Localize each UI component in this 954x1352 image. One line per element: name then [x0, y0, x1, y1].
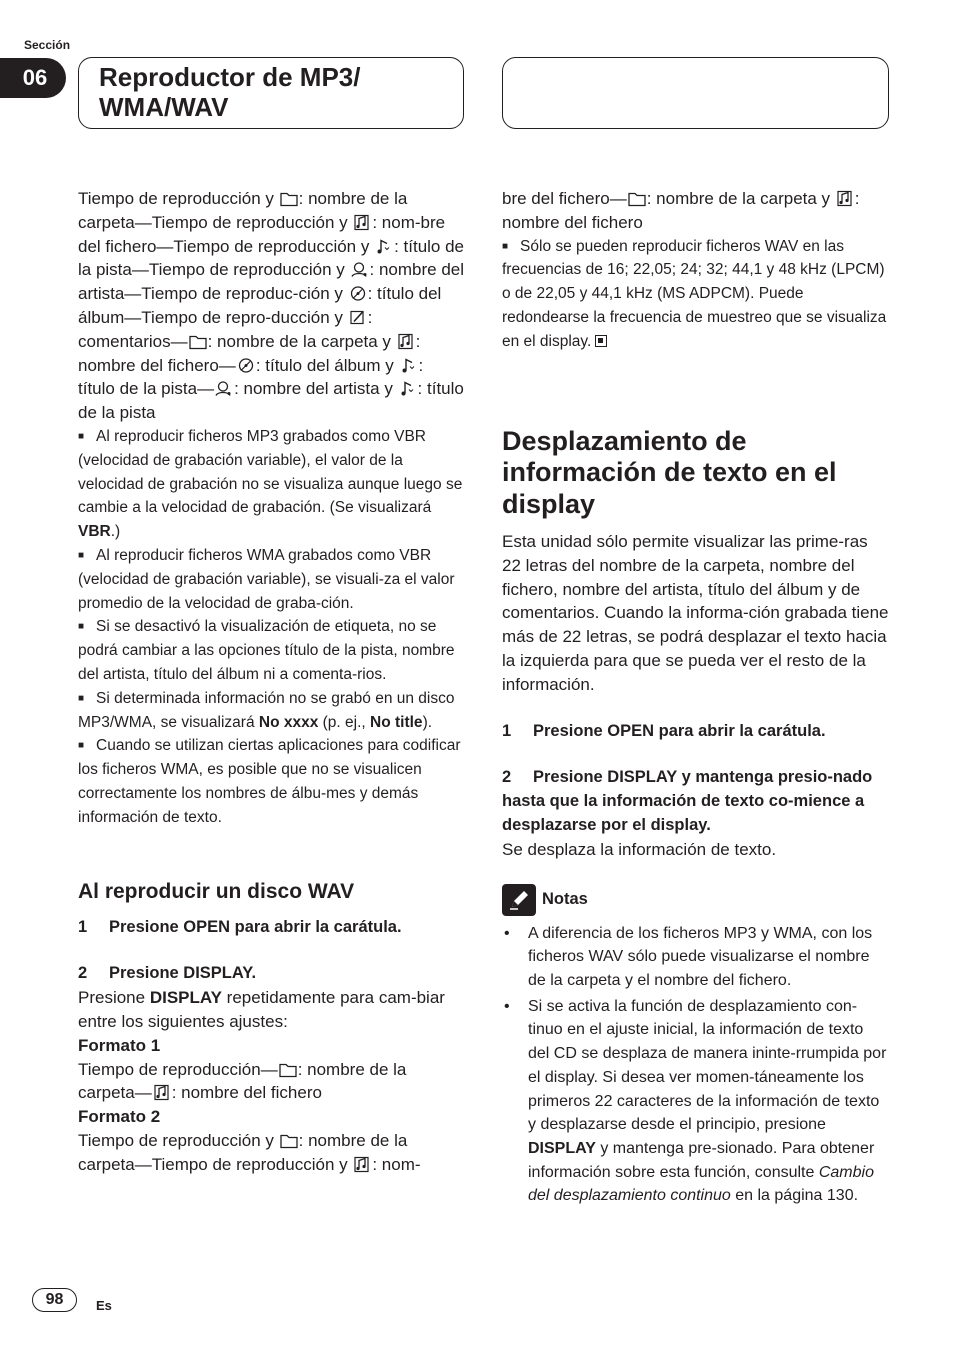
folder-icon	[189, 333, 207, 350]
track-title-icon	[399, 380, 417, 397]
section-number-badge: 06	[0, 58, 66, 98]
album-icon	[349, 285, 367, 302]
scroll-step-2-result: Se desplaza la información de texto.	[502, 839, 777, 859]
file-icon	[353, 214, 371, 231]
track-title-icon	[375, 238, 393, 255]
comment-icon	[349, 309, 367, 326]
folder-icon	[280, 190, 298, 207]
note-item: • A diferencia de los ficheros MP3 y WMA, con los ficheros WAV sólo puede visualizarse el nombre de la carpeta y el nombre del fichero.	[502, 922, 889, 993]
folder-icon	[279, 1061, 297, 1078]
wav-step-1: 1 Presione OPEN para abrir la carátula.	[78, 917, 402, 936]
language-code: Es	[96, 1298, 112, 1313]
format-2-label: Formato 2	[78, 1107, 161, 1127]
chapter-title	[78, 57, 464, 129]
display-sequence-paragraph: Tiempo de reproducción y : nombre de la carpeta—Tiempo de reproducción y : nom-bre del fichero—Tiempo de reproducción y : título de la pista—Tiempo de reproducción y : nombre del artista—Tiempo de reproduc-ción y : título del álbum—Tiempo de repro-ducción y : comentarios— : nombre de la carpeta y : nombre del fichero— : título del álbum y : título de la pista— : nombre del artista y : título de la pista	[78, 189, 465, 423]
wav-step-2: 2 Presione DISPLAY.	[78, 964, 257, 983]
note-mp3-vbr: ■ Al reproducir ficheros MP3 grabados como VBR (velocidad de grabación variable), el valor de la velocidad de grabación no se visualiza aunque luego se cambie a la velocidad de grabación. (Se visualizará VBR.)	[78, 425, 464, 544]
note-item: • Si se activa la función de desplazamiento con-tinuo en el ajuste inicial, la información de texto del CD se desplaza de manera ininte-rrumpida por el display. Si desea ver momen-táneamente los primeros 22 caracteres de la información de texto y desplazarse desde el principio, presione DISPLAY y mantenga pre-sionado. Para obtener información sobre esta función, consulte Cambio del desplazamiento continuo en la página 130.	[502, 995, 889, 1208]
header-empty-box	[502, 57, 889, 129]
wav-heading: Al reproducir un disco WAV	[78, 879, 355, 903]
scroll-step-1: 1 Presione OPEN para abrir la carátula.	[502, 721, 826, 740]
file-icon	[153, 1084, 171, 1101]
end-mark-icon	[595, 335, 607, 347]
artist-icon	[215, 380, 233, 397]
page-number: 98	[32, 1288, 77, 1312]
format-1-body: Tiempo de reproducción— : nombre de la carpeta— : nombre del fichero	[78, 1059, 407, 1103]
format-2-continued: bre del fichero— : nombre de la carpeta y : nombre del fichero	[502, 189, 860, 232]
wav-step-2-body: Presione DISPLAY repetidamente para cam-biar entre los siguientes ajustes:	[78, 988, 445, 1031]
note-tag-display: ■ Si se desactivó la visualización de etiqueta, no se podrá cambiar a las opciones título de la pista, nombre del artista, título del álbum ni a comenta-rios.	[78, 615, 464, 686]
notes-list	[502, 922, 889, 1208]
file-icon	[353, 1156, 371, 1173]
scroll-heading: Desplazamiento de información de texto en el display	[502, 425, 837, 519]
note-wav-frequencies: ■ Sólo se pueden reproducir ficheros WAV en las frecuencias de 16; 22,05; 24; 32; 44,1 y 48 kHz (LPCM) o de 22,05 y 44,1 kHz (MS ADPCM). Puede redondearse la frecuencia de muestreo que se visualiza en el display.	[502, 235, 889, 354]
section-label: Sección	[24, 38, 71, 52]
right-column	[502, 187, 889, 1208]
chapter-title-line2: WMA/WAV	[99, 92, 229, 122]
notes-title: Notas	[542, 889, 588, 908]
notes-header	[502, 884, 889, 916]
note-no-info: ■ Si determinada información no se grabó en un disco MP3/WMA, se visualizará No xxxx (p. ej., No title).	[78, 687, 464, 735]
left-column	[78, 187, 464, 1176]
file-icon	[836, 190, 854, 207]
scroll-intro: Esta unidad sólo permite visualizar las prime-ras 22 letras del nombre de la carpeta, nombre del fichero, nombre del artista, título del álbum y de comentarios. Cuando la informa-ción grabada tiene más de 22 letras, se podrá desplazar el texto hacia la izquierda para que se pueda ver el resto de la información.	[502, 532, 889, 694]
chapter-title-line1: Reproductor de MP3/	[99, 62, 361, 92]
pencil-icon	[502, 884, 536, 916]
note-wma-encoding: ■ Cuando se utilizan ciertas aplicaciones para codificar los ficheros WMA, es posible que no se visualicen correctamente los nombres de álbu-mes y demás información de texto.	[78, 734, 464, 829]
format-1-label: Formato 1	[78, 1035, 161, 1055]
artist-icon	[351, 261, 369, 278]
file-icon	[397, 333, 415, 350]
folder-icon	[628, 190, 646, 207]
folder-icon	[280, 1132, 298, 1149]
scroll-step-2: 2 Presione DISPLAY y mantenga presio-nado hasta que la información de texto co-mience a desplazarse por el display.	[502, 768, 873, 835]
album-icon	[237, 357, 255, 374]
note-wma-vbr: ■ Al reproducir ficheros WMA grabados como VBR (velocidad de grabación variable), se visuali-za el valor promedio de la velocidad de graba-ción.	[78, 544, 464, 615]
format-2-body: Tiempo de reproducción y : nombre de la carpeta—Tiempo de reproducción y : nom-	[78, 1130, 421, 1174]
track-title-icon	[400, 357, 418, 374]
